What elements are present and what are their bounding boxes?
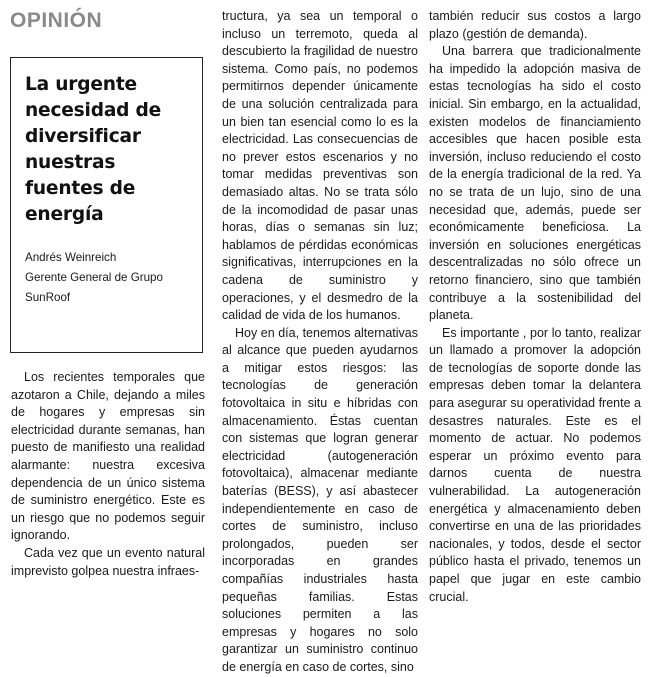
headline-box [10, 57, 203, 353]
paragraph: Los recientes temporales que azotaron a Chile, dejando a miles de hogares y empresas sin electricidad durante semanas, han puesto de manifiesto una realidad alarmante: nuestra excesiva dependencia de un único sistema de suministro energético. Este es un riesgo que no podemos seguir ignorando. [11, 370, 205, 543]
paragraph: Una barrera que tradicionalmente ha impedido la adopción masiva de estas tecnologías ha sido el costo inicial. Sin embargo, en la actualidad, existen modelos de financiamiento accesibles que hacen posible esta inversión, incluso reduciendo el costo de la energía tradicional de la red. Ya no se trata de un lujo, sino de una necesidad que, además, puede ser económicamente beneficiosa. La inversión en soluciones energéticas descentralizadas no sólo ofrece un retorno financiero, sino que también contribuye a la sostenibilidad del planeta. [429, 44, 641, 323]
byline [25, 248, 190, 308]
paragraph: Es importante , por lo tanto, realizar un llamado a promover la adopción de tecnologías de soporte donde las empresas deben tomar la delantera para asegurar su operatividad frente a desastres naturales. Este es el momento de actuar. No podemos esperar un próximo evento para darnos cuenta de nuestra vulnerabilidad. La autogeneración energética y almacenamiento deben convertirse en una de las prioridades nacionales, y todos, desde el sector público hasta el privado, tenemos un papel que jugar en este cambio crucial. [429, 325, 641, 604]
section-label: OPINIÓN [10, 9, 103, 32]
paragraph: Cada vez que un evento natural imprevisto golpea nuestra infraes- [11, 545, 205, 578]
paragraph: Hoy en día, tenemos alternativas al alcance que pueden ayudarnos a mitigar estos riesgos: las tecnologías de generación fotovoltaica in situ e híbridas con almacenamiento. Éstas cuentan con sistemas que logran generar electricidad (autogeneración fotovoltaica), almacenar mediante baterías (BESS), y así abastecer independientemente en caso de cortes de suministro, incluso prolongados, pueden ser incorporadas en grandes compañías industriales hasta pequeñas familias. Estas soluciones permiten a las empresas y hogares no solo garantizar un suministro continuo de energía en caso de cortes, sino [222, 325, 418, 674]
article-column-3 [429, 8, 641, 606]
article-column-2 [222, 8, 418, 677]
article-headline: La urgente necesidad de diversificar nuestras fuentes de energía [25, 74, 162, 225]
paragraph: tructura, ya sea un temporal o incluso un terremoto, queda al descubierto la fragilidad de nuestro sistema. Como país, no podemos permitirnos depender únicamente de una solución centralizada para un bien tan esencial como lo es la electricidad. Las consecuencias de no prever estos escenarios y no tomar medidas preventivas son demasiado altas. No se trata sólo de la incomodidad de pasar unas horas, días o semanas sin luz; hablamos de pérdidas económicas significativas, interrupciones en la cadena de suministro y operaciones, y el desmedro de la calidad de vida de los humanos. [222, 9, 418, 323]
article-column-1 [11, 369, 205, 580]
author-role: Gerente General de Grupo SunRoof [25, 271, 163, 304]
author-name: Andrés Weinreich [25, 251, 117, 264]
paragraph: también reducir sus costos a largo plazo (gestión de demanda). [429, 9, 641, 41]
